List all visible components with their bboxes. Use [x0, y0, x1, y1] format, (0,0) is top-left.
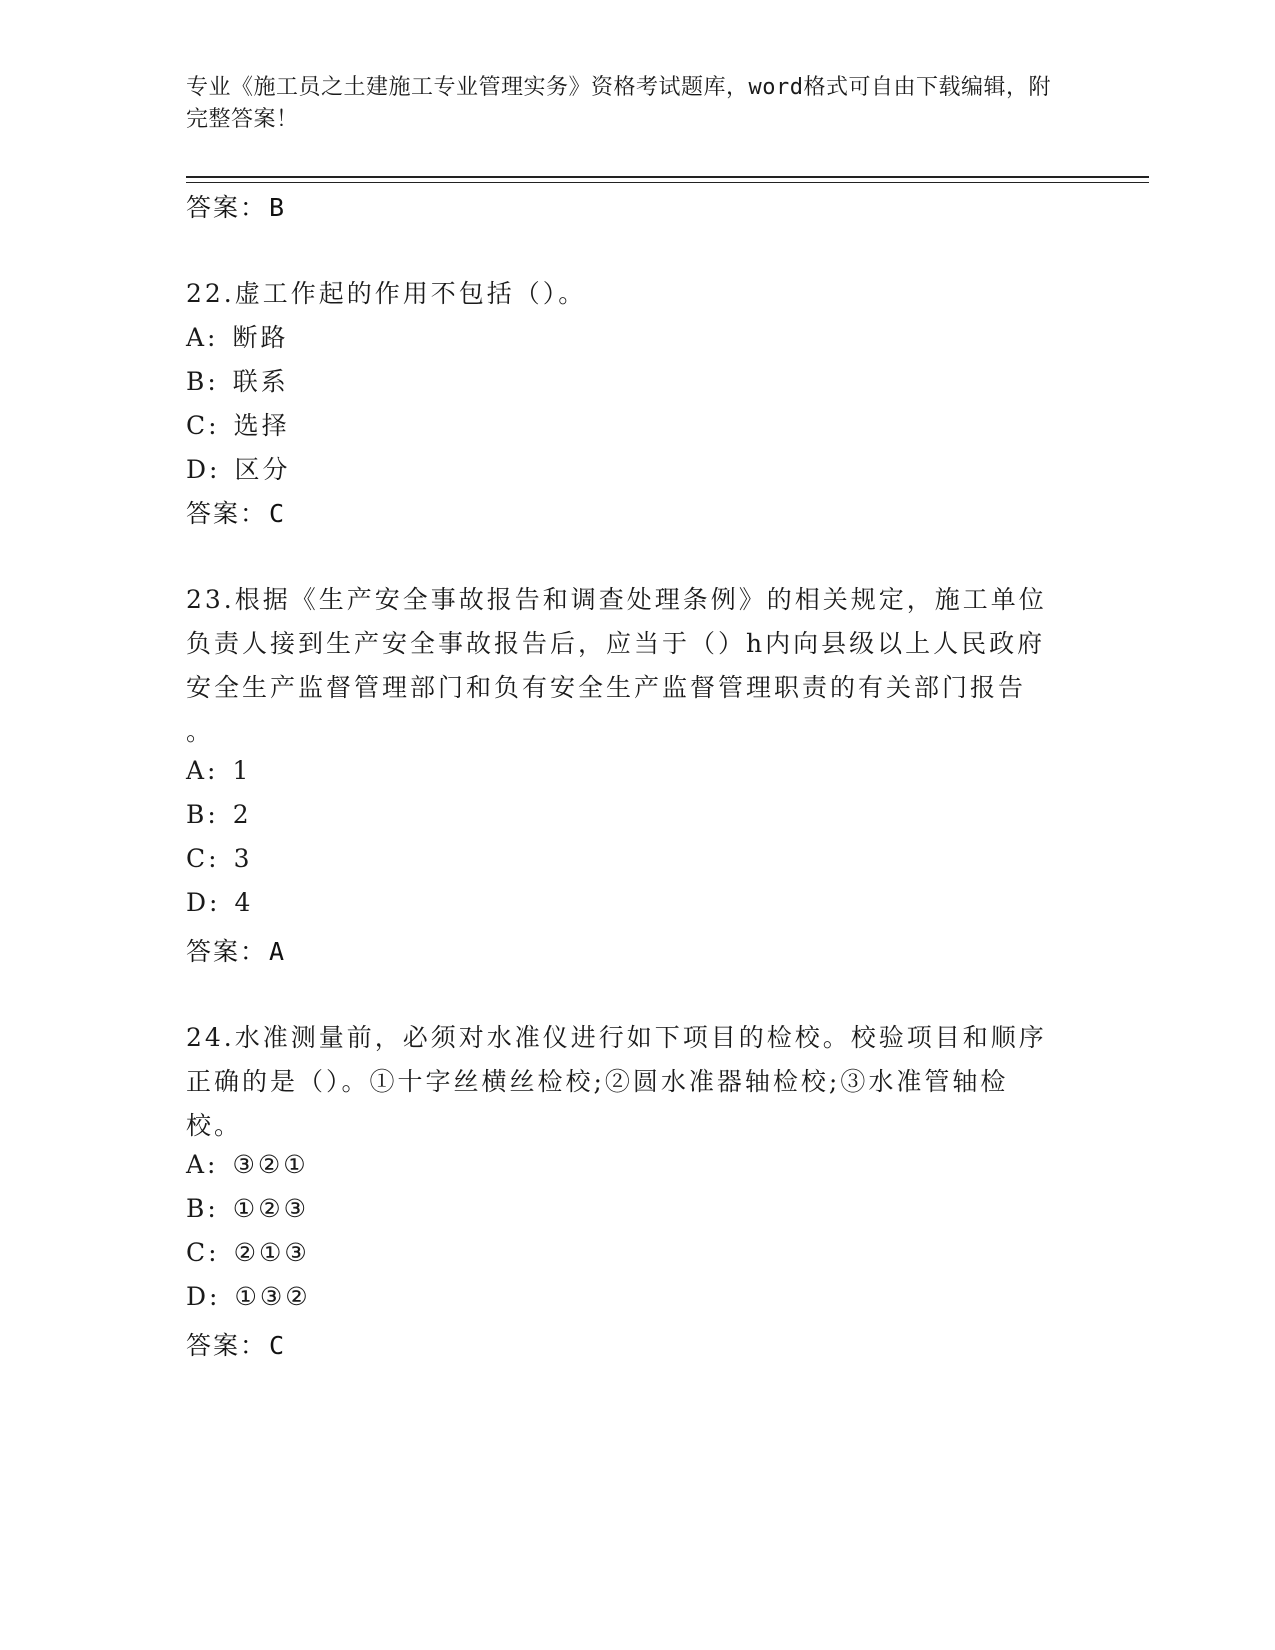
option-a [186, 318, 289, 354]
answer-line [186, 494, 286, 530]
option-text: ②①③ [233, 1238, 310, 1267]
answer-label: 答案： [186, 937, 268, 966]
option-text: ③②① [232, 1150, 309, 1179]
option-d [186, 888, 253, 917]
option-key: D: [186, 888, 221, 917]
option-c [186, 844, 252, 873]
answer-line [186, 932, 286, 968]
question-stem: 。 [186, 717, 215, 746]
option-text: 2 [232, 800, 252, 829]
question-stem: 正确的是（）。①十字丝横丝检校;②圆水准器轴检校;③水准管轴检 [186, 1067, 1009, 1096]
question-stem: 校。 [186, 1111, 243, 1140]
option-d [186, 1282, 311, 1311]
question-stem: 安全生产监督管理部门和负有安全生产监督管理职责的有关部门报告 [186, 673, 1027, 702]
option-b [186, 800, 252, 829]
option-key: A: [186, 1150, 219, 1179]
option-text: ①③② [234, 1282, 311, 1311]
option-key: A: [186, 756, 219, 785]
answer-line [186, 1326, 286, 1362]
question-stem: 22.虚工作起的作用不包括（）。 [186, 279, 587, 308]
option-text: ①②③ [232, 1194, 310, 1223]
answer-value: C [269, 1331, 287, 1360]
answer-value: C [269, 499, 287, 528]
answer-value: B [269, 193, 287, 222]
option-c [186, 406, 290, 442]
answer-line [186, 188, 286, 224]
option-key: D: [186, 455, 221, 484]
option-key: D: [186, 1282, 221, 1311]
option-text: 选择 [233, 411, 290, 440]
option-text: 断路 [232, 323, 289, 352]
header-divider-thick [186, 176, 1149, 178]
option-b [186, 1194, 309, 1223]
option-text: 3 [233, 844, 253, 873]
question-stem: 23.根据《生产安全事故报告和调查处理条例》的相关规定，施工单位 [186, 585, 1047, 614]
answer-label: 答案： [186, 193, 268, 222]
answer-label: 答案： [186, 1331, 268, 1360]
option-text: 联系 [232, 367, 289, 396]
question-stem: 负责人接到生产安全事故报告后，应当于（）h内向县级以上人民政府 [186, 629, 1046, 658]
answer-label: 答案： [186, 499, 268, 528]
answer-value: A [269, 937, 287, 966]
option-key: A: [186, 323, 219, 352]
option-key: C: [186, 411, 220, 440]
document-header: 专业《施工员之土建施工专业管理实务》资格考试题库，word格式可自由下载编辑，附完整答案！ [186, 75, 1051, 132]
option-text: 4 [234, 888, 254, 917]
option-key: B: [186, 1194, 219, 1223]
option-key: B: [186, 367, 219, 396]
option-key: B: [186, 800, 219, 829]
option-c [186, 1238, 310, 1267]
header-divider-thin [186, 182, 1149, 183]
option-key: C: [186, 844, 220, 873]
option-a [186, 1150, 309, 1179]
question-stem: 24.水准测量前，必须对水准仪进行如下项目的检校。校验项目和顺序 [186, 1023, 1047, 1052]
option-key: C: [186, 1238, 220, 1267]
option-d [186, 450, 290, 486]
option-text: 1 [232, 756, 252, 785]
option-a [186, 756, 251, 785]
option-text: 区分 [234, 455, 291, 484]
option-b [186, 362, 289, 398]
